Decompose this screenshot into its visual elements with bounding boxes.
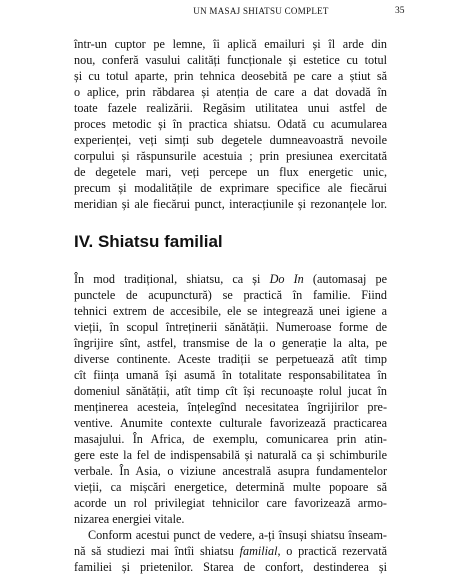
text-line: corpului și răspunsurile acestuia ; prin presiunea exercitată bbox=[74, 149, 387, 163]
text-line: și cu totul aparte, prin tehnica deosebită pe care a știut să bbox=[74, 69, 387, 83]
text-line: într-un cuptor pe lemne, îi aplică emailuri și îl arde din bbox=[74, 37, 387, 51]
text-line bbox=[74, 543, 387, 559]
text-line: verbale. În Asia, o viziune ancestrală asupra fundamentelor bbox=[74, 464, 387, 478]
paragraph-viewpoint bbox=[74, 527, 387, 575]
text-line: ventive. Anumite contexte culturale favorizează practicarea bbox=[74, 416, 387, 430]
text-line: proces metodic și în practica shiatsu. Odată cu acumularea bbox=[74, 117, 387, 131]
italic-term: familial bbox=[239, 544, 278, 558]
text-line: toate fazele realizării. Regăsim utilitatea unui astfel de bbox=[74, 101, 387, 115]
italic-term: Do In bbox=[269, 272, 304, 286]
text-line: gere este la fel de indispensabilă și naturală ca și schimburile bbox=[74, 448, 387, 462]
text-fragment: În mod tradițional, shiatsu, ca și bbox=[74, 272, 270, 286]
text-line: menținerea acesteia, înțelegînd necesitatea îngrijirilor pre- bbox=[74, 400, 387, 414]
text-line: domeniul sănătății, atît timp cît își recunoaște rolul jucat în bbox=[74, 384, 387, 398]
text-fragment: nă să studiezi mai întîi shiatsu bbox=[74, 544, 240, 558]
paragraph-family-shiatsu bbox=[74, 271, 387, 527]
text-line: de degetele mari, veți percepe un flux energetic unic, bbox=[74, 165, 387, 179]
text-line: diverse continente. Aceste tradiții se perpetuează atît timp bbox=[74, 352, 387, 366]
paragraph-continuation bbox=[74, 36, 387, 212]
text-fragment: (automasaj pe bbox=[303, 272, 387, 286]
text-line: vieții, ca mișcări energetice, determină multe popoare să bbox=[74, 480, 387, 494]
page-number: 35 bbox=[395, 6, 405, 16]
text-line bbox=[74, 271, 387, 287]
text-line: masajului. În Africa, de exemplu, comunicarea prin atin- bbox=[74, 432, 387, 446]
text-line: familiei și prietenilor. Starea de confort, destinderea și bbox=[74, 560, 387, 574]
text-line: precum și modalitățile de exprimare specifice ale fiecărui bbox=[74, 181, 387, 195]
text-line: acorde un rol privilegiat tehnicilor care favorizează armo- bbox=[74, 496, 387, 510]
running-header-title: UN MASAJ SHIATSU COMPLET bbox=[193, 6, 329, 16]
text-fragment: , o practică rezervată bbox=[277, 544, 387, 558]
section-heading: IV. Shiatsu familial bbox=[74, 232, 223, 251]
text-line: Conform acestui punct de vedere, a-ți însuși shiatsu înseam- bbox=[88, 528, 387, 542]
text-line: tehnici extrem de accesibile, ele se integrează unei igiene a bbox=[74, 304, 387, 318]
text-line: nizarea energiei vitale. bbox=[74, 512, 185, 526]
text-line: experienței, veți simți sub degetele dumneavoastră nevoile bbox=[74, 133, 387, 147]
text-line: cît ființa umană își asumă în totalitate responsabilitatea în bbox=[74, 368, 387, 382]
text-line: nou, conferă vasului calități funcționale și estetice cu totul bbox=[74, 53, 387, 67]
text-line: meridian și ale fiecărui punct, interacțiunile și rezonanțele lor. bbox=[74, 197, 387, 211]
page-body bbox=[74, 36, 387, 575]
text-line: îngrijire sînt, astfel, transmise de la o generație la alta, pe bbox=[74, 336, 387, 350]
text-line: o aplice, prin răbdarea și atenția de care a dat dovadă în bbox=[74, 85, 387, 99]
text-line: vieții, în scopul întreținerii sănătății. Numeroase forme de bbox=[74, 320, 387, 334]
text-line: punctele de acupunctură) se practică în familie. Fiind bbox=[74, 288, 387, 302]
